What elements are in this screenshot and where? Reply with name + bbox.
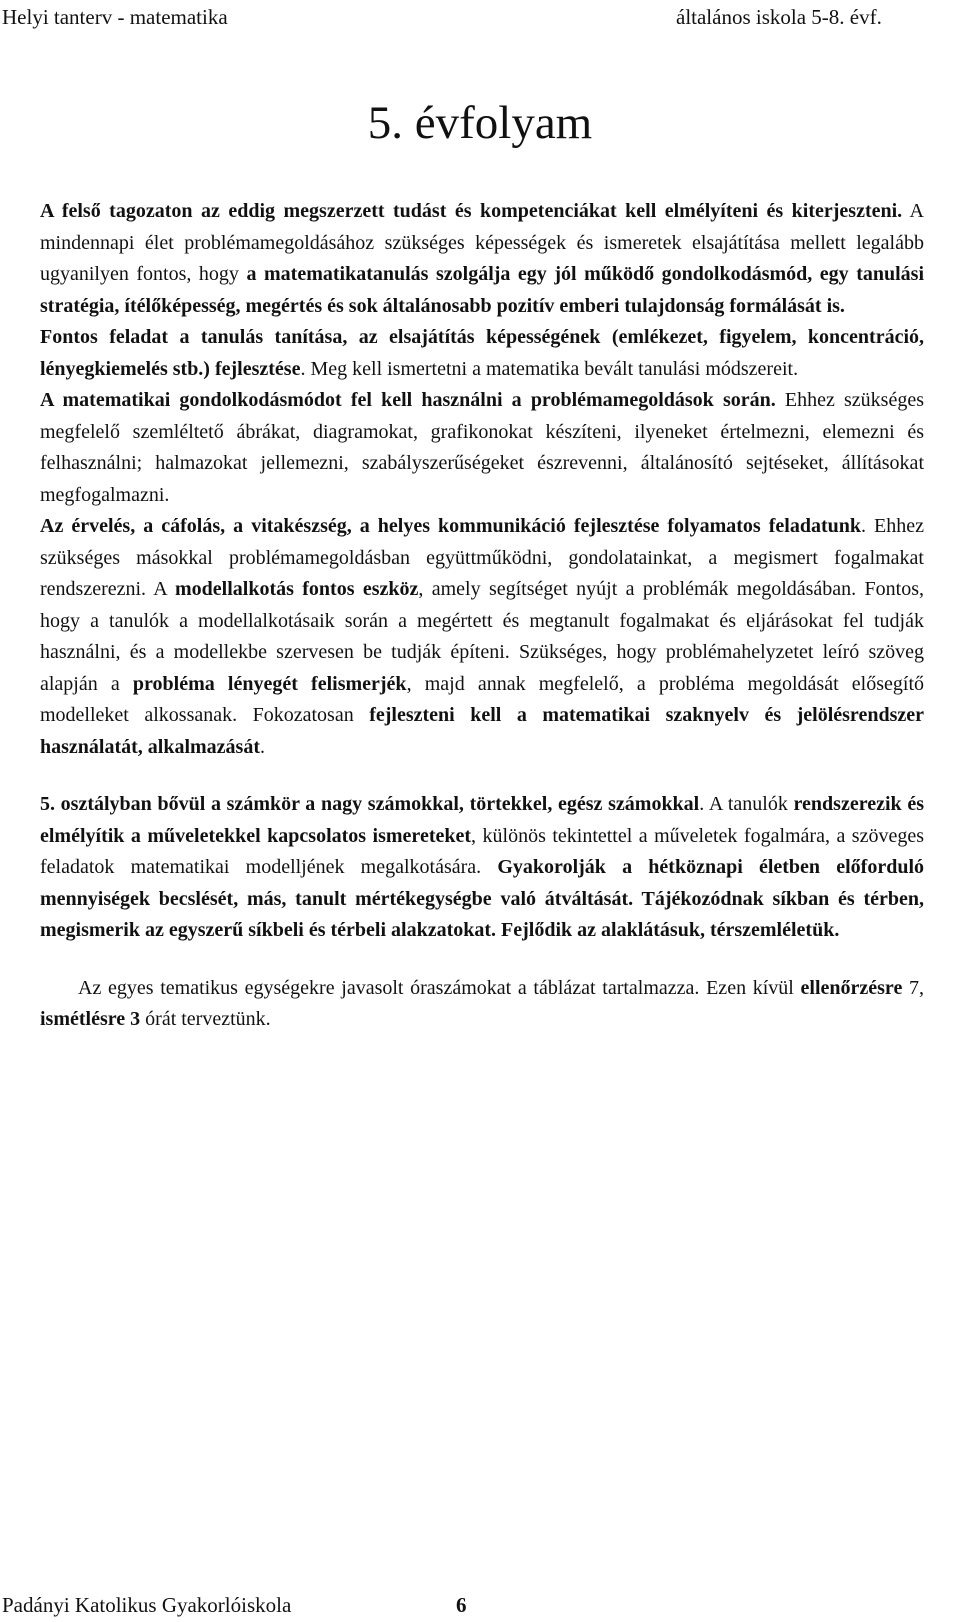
header-document-title: Helyi tanterv - matematika (2, 5, 228, 29)
p4-bold-3: probléma lényegét felismerjék (132, 672, 407, 695)
p4-text-1: . Ehhez szükséges másokkal problémamegoldásban együttműködni, gondolatainkat, a megismert fogalmakat rendszerezni. A (40, 515, 925, 600)
footer-school-name: Padányi Katolikus Gyakorlóiskola (2, 1593, 292, 1617)
p5-bold-1: 5. osztályban bővül a számkör a nagy számokkal, törtekkel, egész számokkal (40, 793, 700, 815)
p4-text-4: . (260, 735, 265, 758)
p6-bold-2: ismétlésre 3 (40, 1008, 141, 1030)
paragraph-3 (40, 385, 924, 511)
paragraph-1 (40, 196, 924, 322)
p6-text-1: Az egyes tematikus egységekre javasolt óraszámokat a táblázat tartalmazza. Ezen kívül (78, 976, 801, 999)
p1-text: A mindennapi élet problémamegoldásához szükséges képességek és ismeretek elsajátítása mellett legalább ugyanilyen fontos, hogy (40, 200, 924, 285)
p1-bold-goal: a matematikatanulás szolgálja egy jól működő gondolkodásmód, egy tanulási stratégia, ítélőképesség, megértés és sok általánosabb pozitív emberi tulajdonság formálását is. (40, 263, 925, 317)
page-number: 6 (456, 1593, 467, 1617)
document-body (40, 196, 924, 1036)
p6-text-2: 7, (902, 976, 924, 999)
p3-bold: A matematikai gondolkodásmódot fel kell használni a problémamegoldások során. (40, 389, 776, 411)
p5-bold-3: Gyakorolják a hétköznapi életben előforduló mennyiségek becslését, más, tanult mértékegységbe való átváltását. Tájékozódnak síkban és térben, megismerik az egyszerű síkbeli és térbeli alakzatokat. Fejlődik az alaklátásuk, térszemléletük. (40, 856, 924, 941)
p5-bold-2: rendszerezik és elmélyítik a műveletekkel kapcsolatos ismereteket (40, 793, 924, 847)
p6-text-3: órát terveztünk. (140, 1008, 271, 1030)
p6-bold-1: ellenőrzésre (800, 976, 903, 999)
p2-text: . Meg kell ismertetni a matematika bevált tanulási módszereit. (300, 357, 799, 380)
p5-text-1: . A tanulók (699, 793, 794, 815)
page-header (0, 2, 960, 32)
p4-bold-2: modellalkotás fontos eszköz (175, 578, 419, 600)
p4-bold-4: fejleszteni kell a matematikai szaknyelv és jelölésrendszer használatát, alkalmazását (40, 704, 924, 758)
p1-bold-intro: A felső tagozaton az eddig megszerzett tudást és kompetenciákat kell elmélyíteni és kiterjeszteni. (40, 200, 903, 222)
p3-text: Ehhez szükséges megfelelő szemléltető ábrákat, diagramokat, grafikonokat készíteni, ilyeneket értelmezni, elemezni és felhasználni; halmazokat jellemezni, szabályszerűségeket észrevenni, általánosító sejtéseket, állításokat megfogalmazni. (40, 389, 924, 506)
header-school-level: általános iskola 5-8. évf. (676, 5, 882, 29)
p2-bold: Fontos feladat a tanulás tanítása, az elsajátítás képességének (emlékezet, figyelem, koncentráció, lényegkiemelés stb.) fejlesztése (40, 326, 924, 380)
page-title: 5. évfolyam (367, 97, 593, 149)
paragraph-5 (40, 789, 924, 947)
p4-text-3: , majd annak megfelelő, a probléma megoldását elősegítő modelleket alkossanak. Fokozatosan (40, 672, 924, 726)
p5-text-2: , különös tekintettel a műveletek fogalmára, a szöveges feladatok matematikai modelljének megalkotására. (40, 824, 924, 878)
p4-text-2: , amely segítséget nyújt a problémák megoldásában. Fontos, hogy a tanulók a modellalkotásaik során a megértett és megtanult fogalmakat és eljárásokat fel tudják használni, és a modellekbe szervesen be tudják építeni. Szükséges, hogy problémahelyzetet leíró szöveg alapján a (40, 578, 924, 695)
paragraph-2 (40, 322, 924, 385)
paragraph-4 (40, 511, 924, 763)
p4-bold-1: Az érvelés, a cáfolás, a vitakészség, a helyes kommunikáció fejlesztése folyamatos feladatunk (40, 515, 861, 537)
paragraph-6 (40, 973, 924, 1036)
